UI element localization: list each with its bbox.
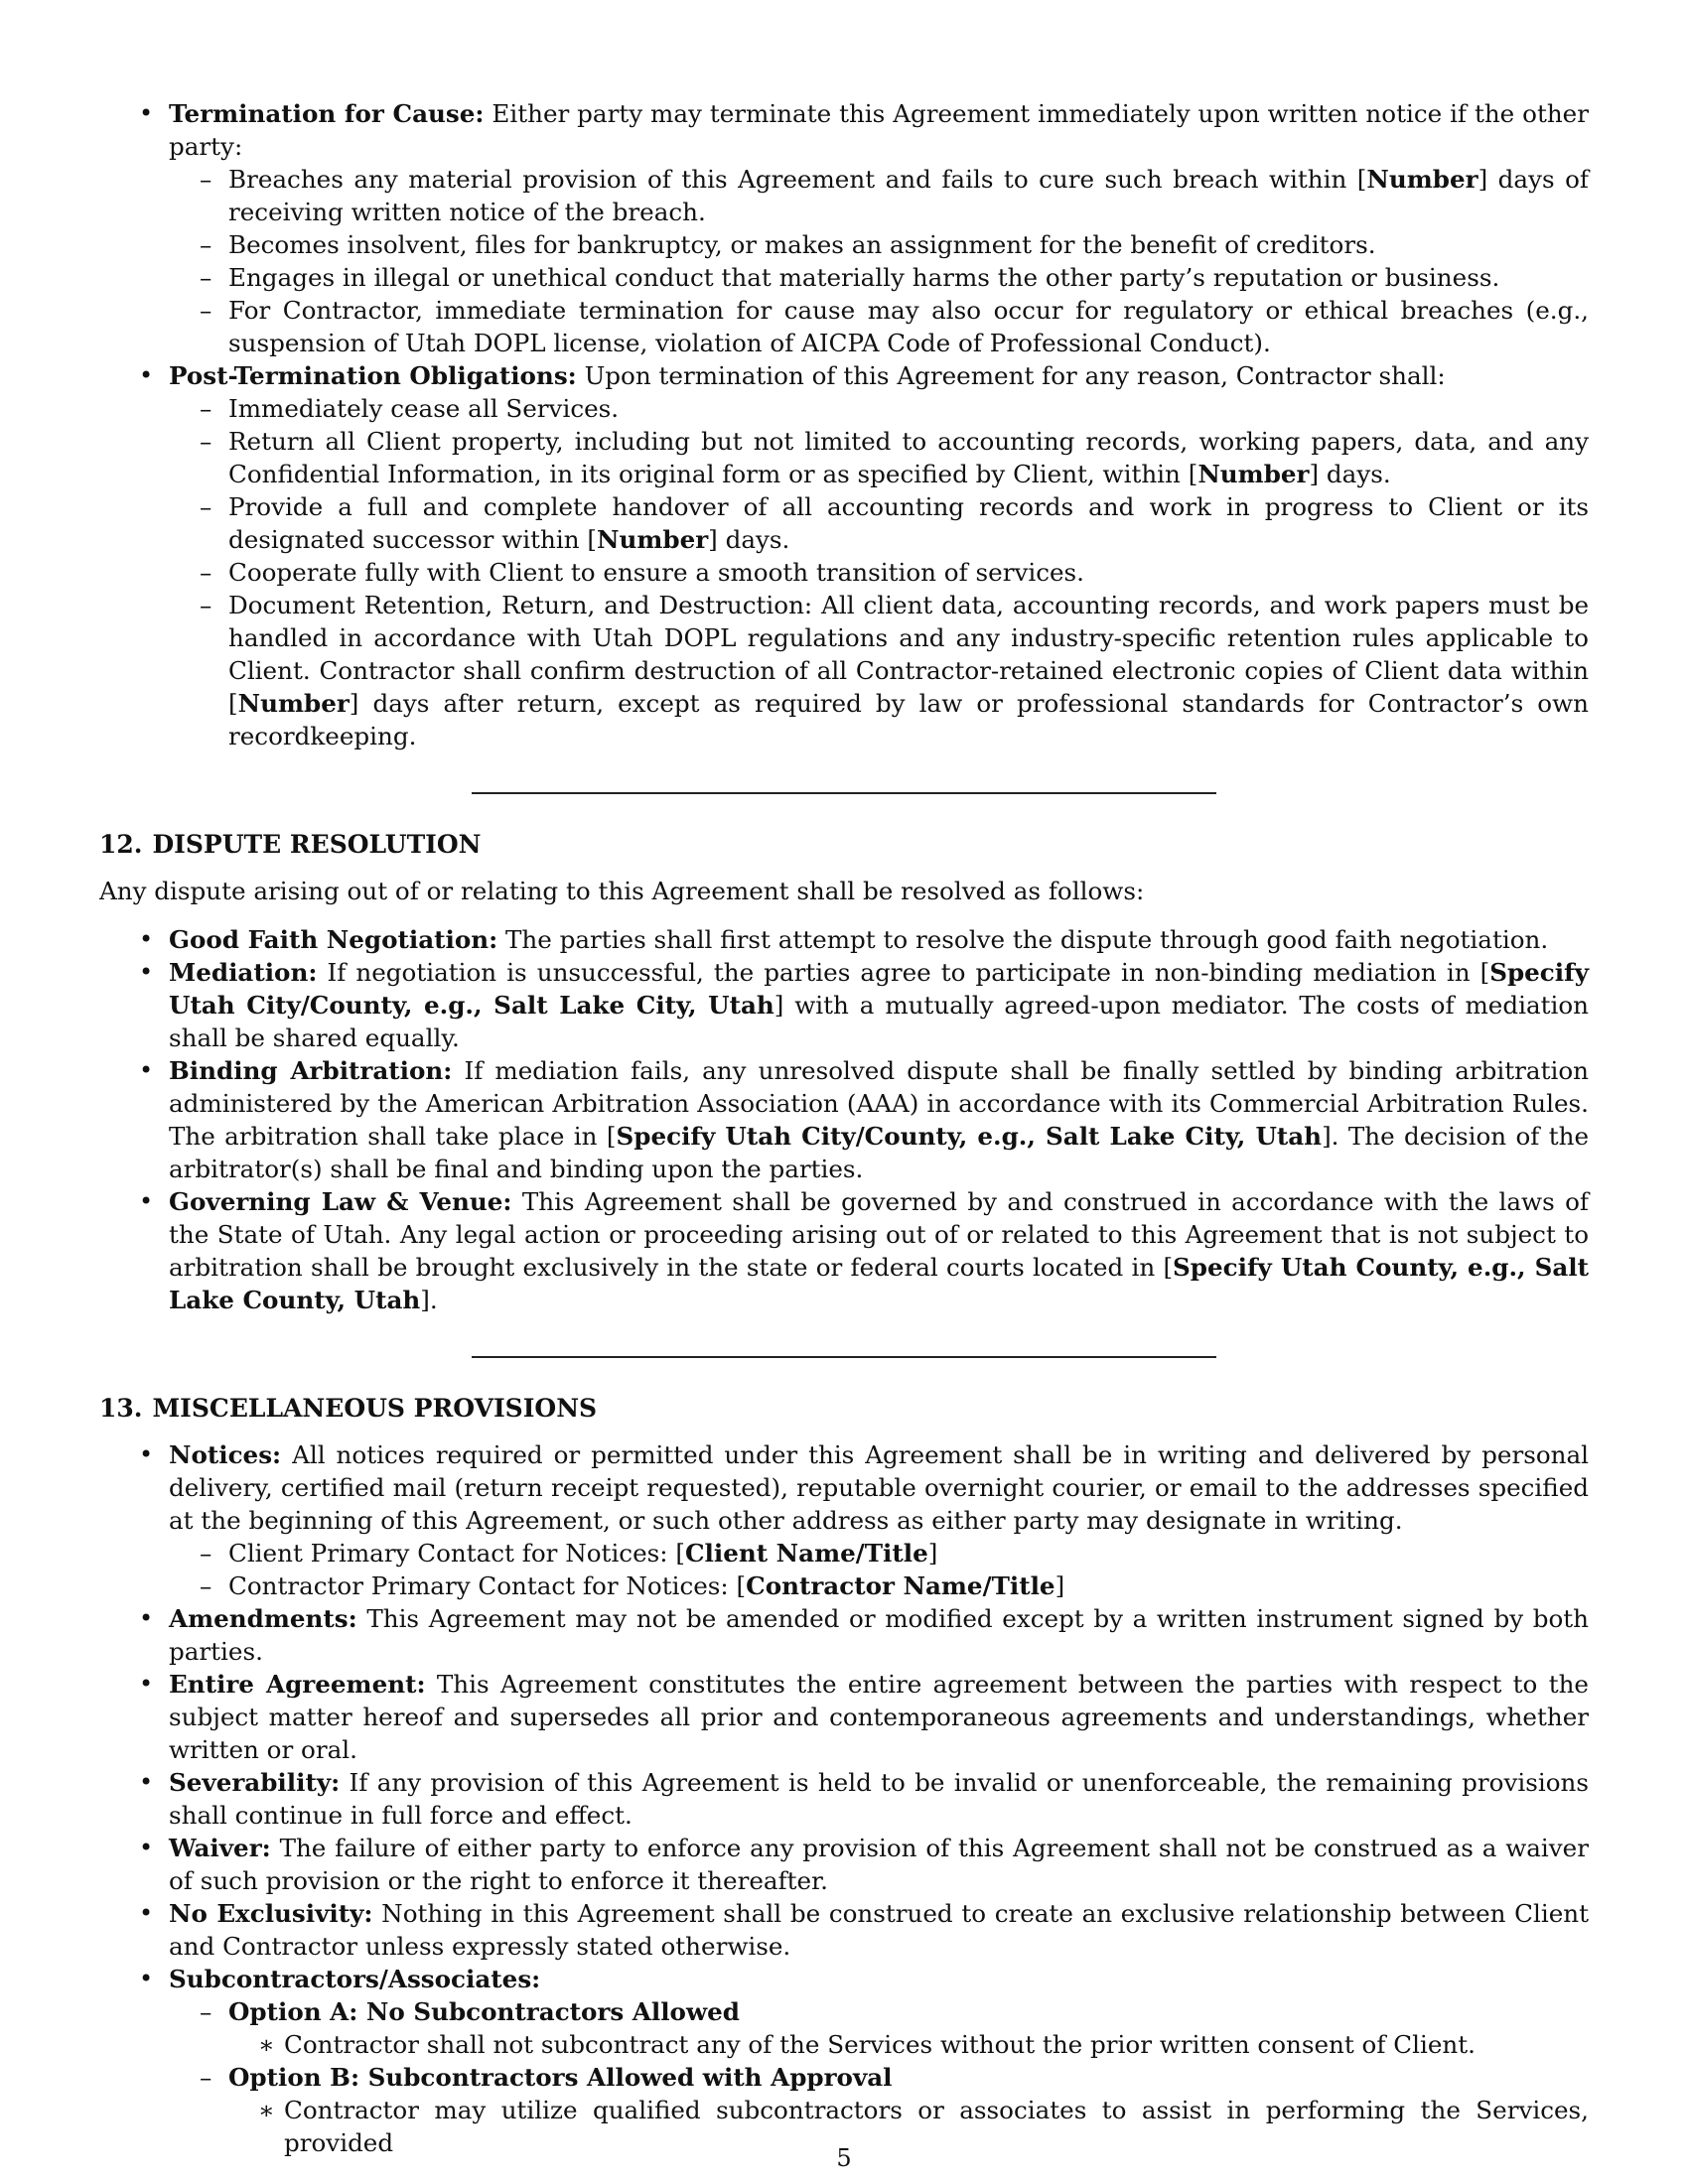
item-label: Termination for Cause: bbox=[169, 99, 485, 128]
sub-list bbox=[169, 1537, 1589, 1602]
sub-item: – Return all Client property, including but not limited to accounting records, working papers, data, and any Confidential Information, in its original form or as specified by Client, within [Number] days. bbox=[200, 427, 1589, 488]
bullet-icon: • bbox=[139, 1440, 154, 1468]
list-item-post-termination bbox=[99, 359, 1589, 752]
sub-item: – Immediately cease all Services. bbox=[200, 394, 620, 423]
list-item-amendments: • Amendments: This Agreement may not be amended or modified except by a written instrument signed by both parties. bbox=[139, 1604, 1590, 1666]
page-number: 5 bbox=[836, 2144, 852, 2172]
sub-item: – Engages in illegal or unethical conduct that materially harms the other party’s reputation or business. bbox=[200, 263, 1500, 292]
dash-icon: – bbox=[200, 263, 212, 292]
bullet-icon: • bbox=[139, 1187, 154, 1215]
bullet-icon: • bbox=[139, 99, 154, 127]
list-item-entire-agreement: • Entire Agreement: This Agreement constitutes the entire agreement between the parties with respect to the subject matter hereof and supersedes all prior and contemporaneous agreements and understandings, whether written or oral. bbox=[139, 1670, 1589, 1764]
list-item-notices: • Notices: All notices required or permitted under this Agreement shall be in writing and delivered by personal delivery, certified mail (return receipt requested), reputable overnight courier, or email to the addresses specified at the beginning of this Agreement, or such other address as either party may designate in writing. – Client Primary Contact for Notices: [Client Name/Title] – Contractor Primary Contact for Notices: [Contractor Name/Title] bbox=[139, 1440, 1589, 1600]
dash-icon: – bbox=[200, 2063, 212, 2092]
sub-item: – Cooperate fully with Client to ensure a smooth transition of services. bbox=[200, 558, 1084, 587]
sub-item: – Becomes insolvent, files for bankruptcy, or makes an assignment for the benefit of creditors. bbox=[200, 230, 1376, 259]
sub-sub-list bbox=[228, 2028, 1589, 2061]
dash-icon: – bbox=[200, 1997, 212, 2026]
bullet-icon: • bbox=[139, 1834, 154, 1861]
sub-item-option-a: – Option A: No Subcontractors Allowed ∗ Contractor shall not subcontract any of the Services without the prior written consent of Client. bbox=[169, 1995, 1589, 2061]
document-page bbox=[99, 97, 1589, 2159]
bullet-icon: • bbox=[139, 1604, 154, 1632]
section-12-intro: Any dispute arising out of or relating to this Agreement shall be resolved as follows: bbox=[99, 877, 1145, 905]
bullet-icon: • bbox=[139, 1056, 154, 1084]
asterisk-icon: ∗ bbox=[258, 2096, 275, 2124]
bullet-icon: • bbox=[139, 1670, 154, 1698]
bullet-icon: • bbox=[139, 1768, 154, 1796]
sub-list bbox=[169, 163, 1589, 359]
bullet-icon: • bbox=[139, 958, 154, 986]
section-13-list bbox=[99, 1438, 1589, 2159]
sub-item: – Document Retention, Return, and Destruction: All client data, accounting records, and work papers must be handled in accordance with Utah DOPL regulations and any industry-specific retention rules applicable to Client. Contractor shall confirm destruction of all Contractor-retained electronic copies of Client data within [Number] days after return, except as required by law or professional standards for Contractor’s own recordkeeping. bbox=[200, 591, 1589, 751]
item-label: Post-Termination Obligations: bbox=[169, 361, 577, 390]
section-12-heading: 12. DISPUTE RESOLUTION bbox=[99, 830, 482, 859]
bullet-icon: • bbox=[139, 361, 154, 389]
dash-icon: – bbox=[200, 394, 212, 423]
section-divider bbox=[472, 792, 1216, 794]
sub-item: – Breaches any material provision of this Agreement and fails to cure such breach within [Number] days of receiving written notice of the breach. bbox=[200, 165, 1589, 226]
sub-item: – For Contractor, immediate termination for cause may also occur for regulatory or ethical breaches (e.g., suspension of Utah DOPL license, violation of AICPA Code of Professional Conduct). bbox=[200, 296, 1589, 357]
sub-item: – Contractor Primary Contact for Notices: [Contractor Name/Title] bbox=[200, 1571, 1065, 1600]
list-item-waiver: • Waiver: The failure of either party to enforce any provision of this Agreement shall not be construed as a waiver of such provision or the right to enforce it thereafter. bbox=[139, 1834, 1589, 1895]
asterisk-icon: ∗ bbox=[258, 2030, 275, 2059]
item-text: Upon termination of this Agreement for any reason, Contractor shall: bbox=[584, 361, 1446, 390]
list-item-arbitration: • Binding Arbitration: If mediation fails, any unresolved dispute shall be finally settled by binding arbitration administered by the American Arbitration Association (AAA) in accordance with its Commercial Arbitration Rules. The arbitration shall take place in [Specify Utah City/County, e.g., Salt Lake City, Utah]. The decision of the arbitrator(s) shall be final and binding upon the parties. bbox=[139, 1056, 1590, 1183]
list-item-negotiation: • Good Faith Negotiation: The parties shall first attempt to resolve the dispute through good faith negotiation. bbox=[139, 925, 1549, 954]
dash-icon: – bbox=[200, 1571, 212, 1600]
dash-icon: – bbox=[200, 1539, 212, 1568]
sub-item-option-b: – Option B: Subcontractors Allowed with Approval ∗ Contractor may utilize qualified subcontractors or associates to assist in performing the Services, provided bbox=[200, 2063, 1589, 2157]
sub-list bbox=[169, 1995, 1589, 2159]
dash-icon: – bbox=[200, 427, 212, 456]
dash-icon: – bbox=[200, 558, 212, 587]
dash-icon: – bbox=[200, 296, 212, 325]
sub-sub-item: ∗ Contractor may utilize qualified subcontractors or associates to assist in performing the Services, provided bbox=[258, 2096, 1589, 2157]
section-12-list bbox=[99, 923, 1589, 1316]
sub-list bbox=[169, 392, 1589, 752]
sub-item: – Provide a full and complete handover of all accounting records and work in progress to Client or its designated successor within [Number] days. bbox=[200, 492, 1589, 554]
list-item-no-exclusivity: • No Exclusivity: Nothing in this Agreement shall be construed to create an exclusive relationship between Client and Contractor unless expressly stated otherwise. bbox=[139, 1899, 1589, 1961]
section-11-list bbox=[99, 97, 1589, 752]
sub-sub-item: ∗ Contractor shall not subcontract any of the Services without the prior written consent of Client. bbox=[258, 2030, 1476, 2059]
dash-icon: – bbox=[200, 230, 212, 259]
list-item-subcontractors: • Subcontractors/Associates: – Option A: No Subcontractors Allowed ∗ Contractor shall not subcontract any of the Services without the prior written consent of Client. – Option B: Subcontractors Allowed with Approval ∗ Contractor may utilize qualified subcontractors or associates to assist in performing the Services, provided bbox=[139, 1965, 1589, 2157]
list-item-severability: • Severability: If any provision of this Agreement is held to be invalid or unenforceable, the remaining provisions shall continue in full force and effect. bbox=[139, 1768, 1590, 1830]
list-item-termination-for-cause bbox=[99, 97, 1589, 359]
section-divider bbox=[472, 1356, 1216, 1358]
list-item-mediation: • Mediation: If negotiation is unsuccessful, the parties agree to participate in non-binding mediation in [Specify Utah City/County, e.g., Salt Lake City, Utah] with a mutually agreed-upon mediator. The costs of mediation shall be shared equally. bbox=[139, 958, 1589, 1052]
list-item-governing-law: • Governing Law & Venue: This Agreement shall be governed by and construed in accordance with the laws of the State of Utah. Any legal action or proceeding arising out of or related to this Agreement that is not subject to arbitration shall be brought exclusively in the state or federal courts located in [Specify Utah County, e.g., Salt Lake County, Utah]. bbox=[139, 1187, 1589, 1314]
bullet-icon: • bbox=[139, 925, 154, 953]
dash-icon: – bbox=[200, 492, 212, 521]
bullet-icon: • bbox=[139, 1965, 154, 1992]
bullet-icon: • bbox=[139, 1899, 154, 1927]
sub-item: – Client Primary Contact for Notices: [Client Name/Title] bbox=[200, 1539, 938, 1568]
item-text: Either party may terminate this Agreement immediately upon written notice if the other party: bbox=[169, 99, 1589, 161]
section-13-heading: 13. MISCELLANEOUS PROVISIONS bbox=[99, 1394, 598, 1423]
dash-icon: – bbox=[200, 591, 212, 619]
dash-icon: – bbox=[200, 165, 212, 194]
